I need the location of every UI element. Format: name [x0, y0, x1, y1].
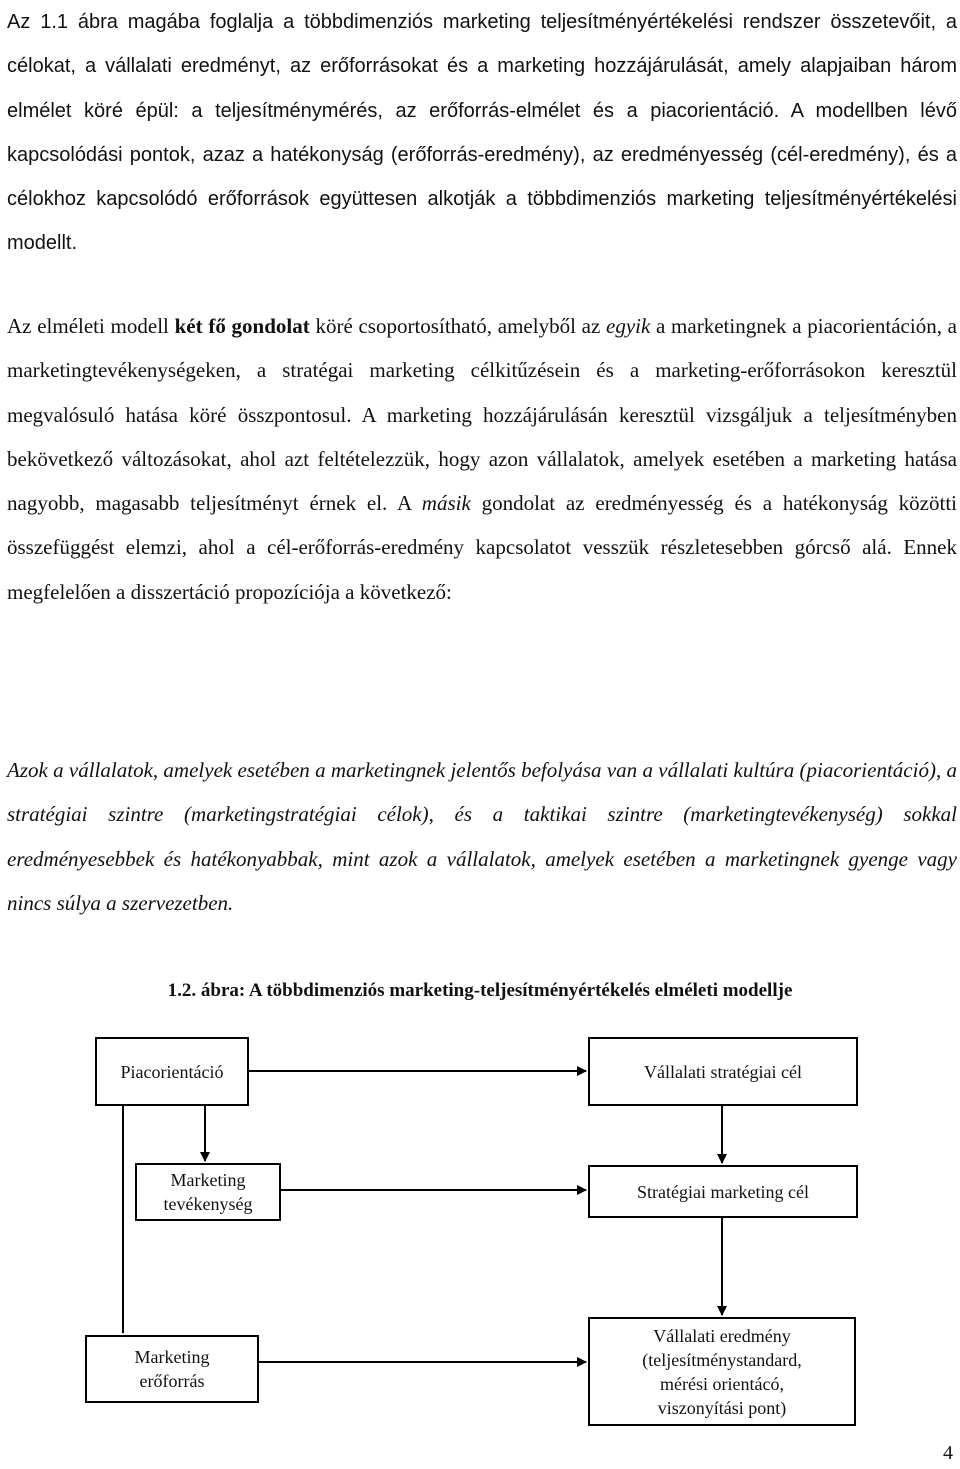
- box-marketing-tevekenyseg: Marketing tevékenység: [135, 1163, 281, 1221]
- figure-caption: 1.2. ábra: A többdimenziós marketing-teljesítményértékelés elméleti modellje: [167, 980, 793, 1001]
- box-marketing-eroforras: Marketing erőforrás: [85, 1335, 259, 1403]
- box-piacorientacio: Piacorientáció: [95, 1037, 249, 1106]
- italic-word: egyik: [606, 314, 651, 338]
- italic-word: másik: [421, 491, 471, 516]
- box-strategiai-marketing-cel: Stratégiai marketing cél: [588, 1165, 858, 1218]
- bold-phrase: két fő gondolat: [174, 314, 310, 338]
- box-vallalati-eredmeny: Vállalati eredmény (teljesítménystandard, mérési orientácó, viszonyítási pont): [588, 1317, 856, 1426]
- paragraph-intro: Az 1.1 ábra magába foglalja a többdimenziós marketing teljesítményértékelési rendszer összetevőit, a célokat, a vállalati eredményt, az erőforrásokat és a marketing hozzájárulását, amely alapjaiban három elmélet köré épül: a teljesítménymérés, az erőforrás-elmélet és a piacorientáció. A modellben lévő kapcsolódási pontok, azaz a hatékonyság (erőforrás-eredmény), az eredményesség (cél-eredmény), és a célokhoz kapcsolódó erőforrások együttesen alkotják a többdimenziós marketing teljesítményértékelési modellt.: [7, 11, 957, 255]
- proposition-paragraph: Azok a vállalatok, amelyek esetében a marketingnek jelentős befolyása van a vállalati kultúra (piacorientáció), a stratégiai szintre (marketingstratégiai célok), és a taktikai szintre (marketingtevékenység) sokkal eredményesebbek és hatékonyabbak, mint azok a vállalatok, amelyek esetében a marketingnek gyenge vagy nincs súlya a szervezetben.: [7, 758, 957, 915]
- page-number: 4: [943, 1442, 953, 1464]
- text-run: Az elméleti modell: [7, 314, 175, 338]
- text-run: a marketingnek a piacorientáción, a marketingtevékenységeken, a stratégai marketing célkitűzésein és a marketing-erőforrásokon keresztül megvalósuló hatása köré összpontosul. A marketing hozzájárulásán keresztül vizsgáljuk a teljesítményben bekövetkező változásokat, ahol azt feltételezzük, hogy azon vállalatok, amelyek esetében a marketing hatása nagyobb, magasabb teljesítményt érnek el. A: [7, 314, 957, 516]
- paragraph-model: [7, 304, 957, 614]
- text-run: gondolat az eredményesség és a hatékonyság közötti összefüggést elemzi, ahol a cél-erőforrás-eredmény kapcsolatot vesszük részletesebben górcső alá. Ennek megfelelően a disszertáció propozíciója a következő:: [7, 491, 958, 604]
- text-run: köré csoportosítható, amelyből az: [309, 314, 606, 338]
- model-diagram: [0, 1020, 960, 1440]
- box-vallalati-strategiai-cel: Vállalati stratégiai cél: [588, 1037, 858, 1106]
